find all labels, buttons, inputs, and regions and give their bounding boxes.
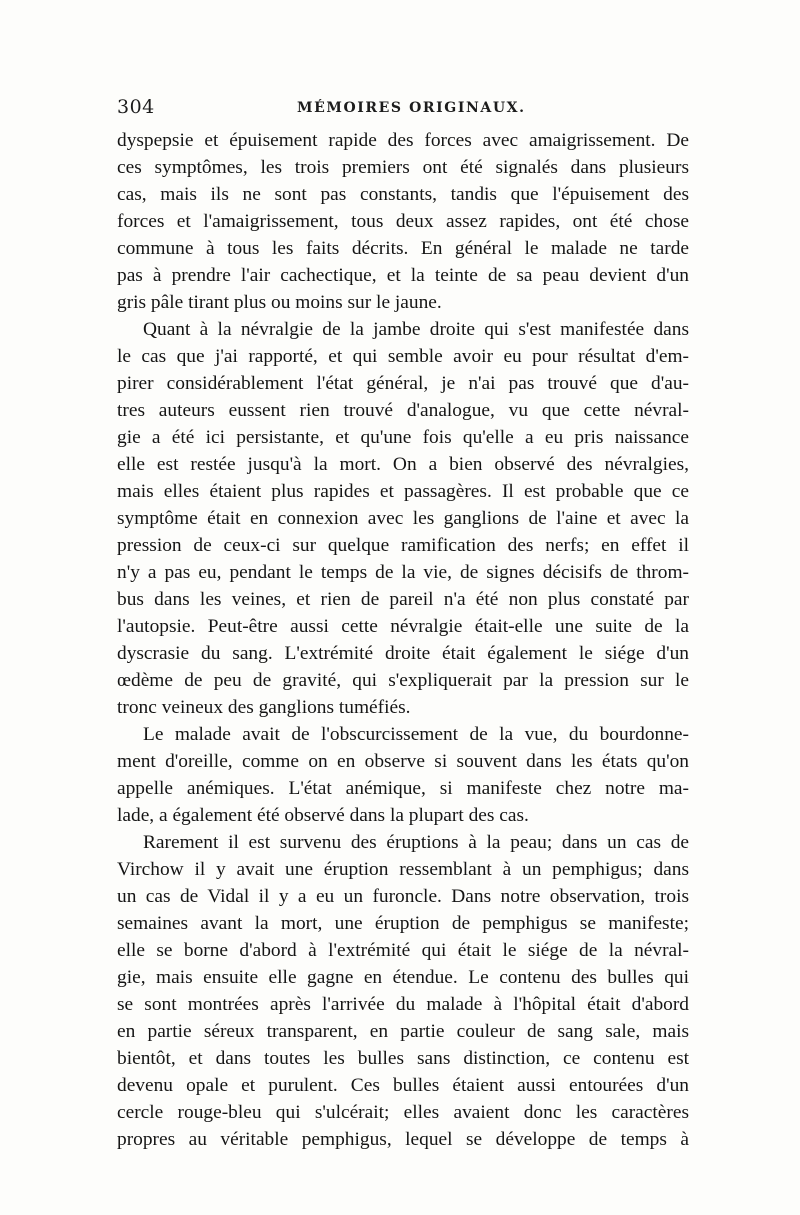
text-line: lade, a également été observé dans la plupart des cas. [117,805,529,826]
paragraph-start-line: Rarement il est survenu des éruptions à la peau; dans un cas de [143,832,689,853]
page-header [117,96,689,122]
page-number: 304 [117,96,155,118]
text-line: en partie séreux transparent, en partie couleur de sang sale, mais [117,1021,689,1042]
text-line: l'autopsie. Peut-être aussi cette névralgie était-elle une suite de la [117,616,689,637]
text-line: cercle rouge-bleu qui s'ulcérait; elles avaient donc les caractères [117,1102,689,1123]
text-line: tres auteurs eussent rien trouvé d'analogue, vu que cette névral- [117,400,689,421]
text-line: pression de ceux-ci sur quelque ramification des nerfs; en effet il [117,535,689,556]
text-line: gie a été ici persistante, et qu'une fois qu'elle a eu pris naissance [117,427,689,448]
text-line: pas à prendre l'air cachectique, et la teinte de sa peau devient d'un [117,265,689,286]
text-line: dyspepsie et épuisement rapide des forces avec amaigrissement. De [117,130,689,151]
text-line: gris pâle tirant plus ou moins sur le jaune. [117,292,442,313]
text-line: Virchow il y avait une éruption ressemblant à un pemphigus; dans [117,859,689,880]
text-line: appelle anémiques. L'état anémique, si manifeste chez notre ma- [117,778,689,799]
text-line: se sont montrées après l'arrivée du malade à l'hôpital était d'abord [117,994,689,1015]
text-line: symptôme était en connexion avec les ganglions de l'aine et avec la [117,508,689,529]
text-line: dyscrasie du sang. L'extrémité droite était également le siége d'un [117,643,689,664]
paragraph-start-line: Le malade avait de l'obscurcissement de la vue, du bourdonne- [143,724,689,745]
paragraph-start-line: Quant à la névralgie de la jambe droite qui s'est manifestée dans [143,319,689,340]
text-line: ces symptômes, les trois premiers ont été signalés dans plusieurs [117,157,689,178]
text-line: elle se borne d'abord à l'extrémité qui était le siége de la névral- [117,940,689,961]
text-line: cas, mais ils ne sont pas constants, tandis que l'épuisement des [117,184,689,205]
text-line: le cas que j'ai rapporté, et qui semble avoir eu pour résultat d'em- [117,346,689,367]
text-line: tronc veineux des ganglions tuméfiés. [117,697,411,718]
text-line: forces et l'amaigrissement, tous deux assez rapides, ont été chose [117,211,689,232]
text-line: commune à tous les faits décrits. En général le malade ne tarde [117,238,689,259]
text-line: mais elles étaient plus rapides et passagères. Il est probable que ce [117,481,689,502]
text-line: devenu opale et purulent. Ces bulles étaient aussi entourées d'un [117,1075,689,1096]
body-text [117,127,689,1153]
text-line: n'y a pas eu, pendant le temps de la vie, de signes décisifs de throm- [117,562,689,583]
text-line: un cas de Vidal il y a eu un furoncle. Dans notre observation, trois [117,886,689,907]
text-line: œdème de peu de gravité, qui s'expliquerait par la pression sur le [117,670,689,691]
running-head: MÉMOIRES ORIGINAUX. [297,100,526,116]
text-line: propres au véritable pemphigus, lequel se développe de temps à [117,1129,689,1150]
text-line: pirer considérablement l'état général, je n'ai pas trouvé que d'au- [117,373,689,394]
text-line: elle est restée jusqu'à la mort. On a bien observé des névralgies, [117,454,689,475]
text-line: ment d'oreille, comme on en observe si souvent dans les états qu'on [117,751,689,772]
text-line: gie, mais ensuite elle gagne en étendue. Le contenu des bulles qui [117,967,689,988]
text-line: bientôt, et dans toutes les bulles sans distinction, ce contenu est [117,1048,689,1069]
text-line: semaines avant la mort, une éruption de pemphigus se manifeste; [117,913,689,934]
text-line: bus dans les veines, et rien de pareil n'a été non plus constaté par [117,589,689,610]
